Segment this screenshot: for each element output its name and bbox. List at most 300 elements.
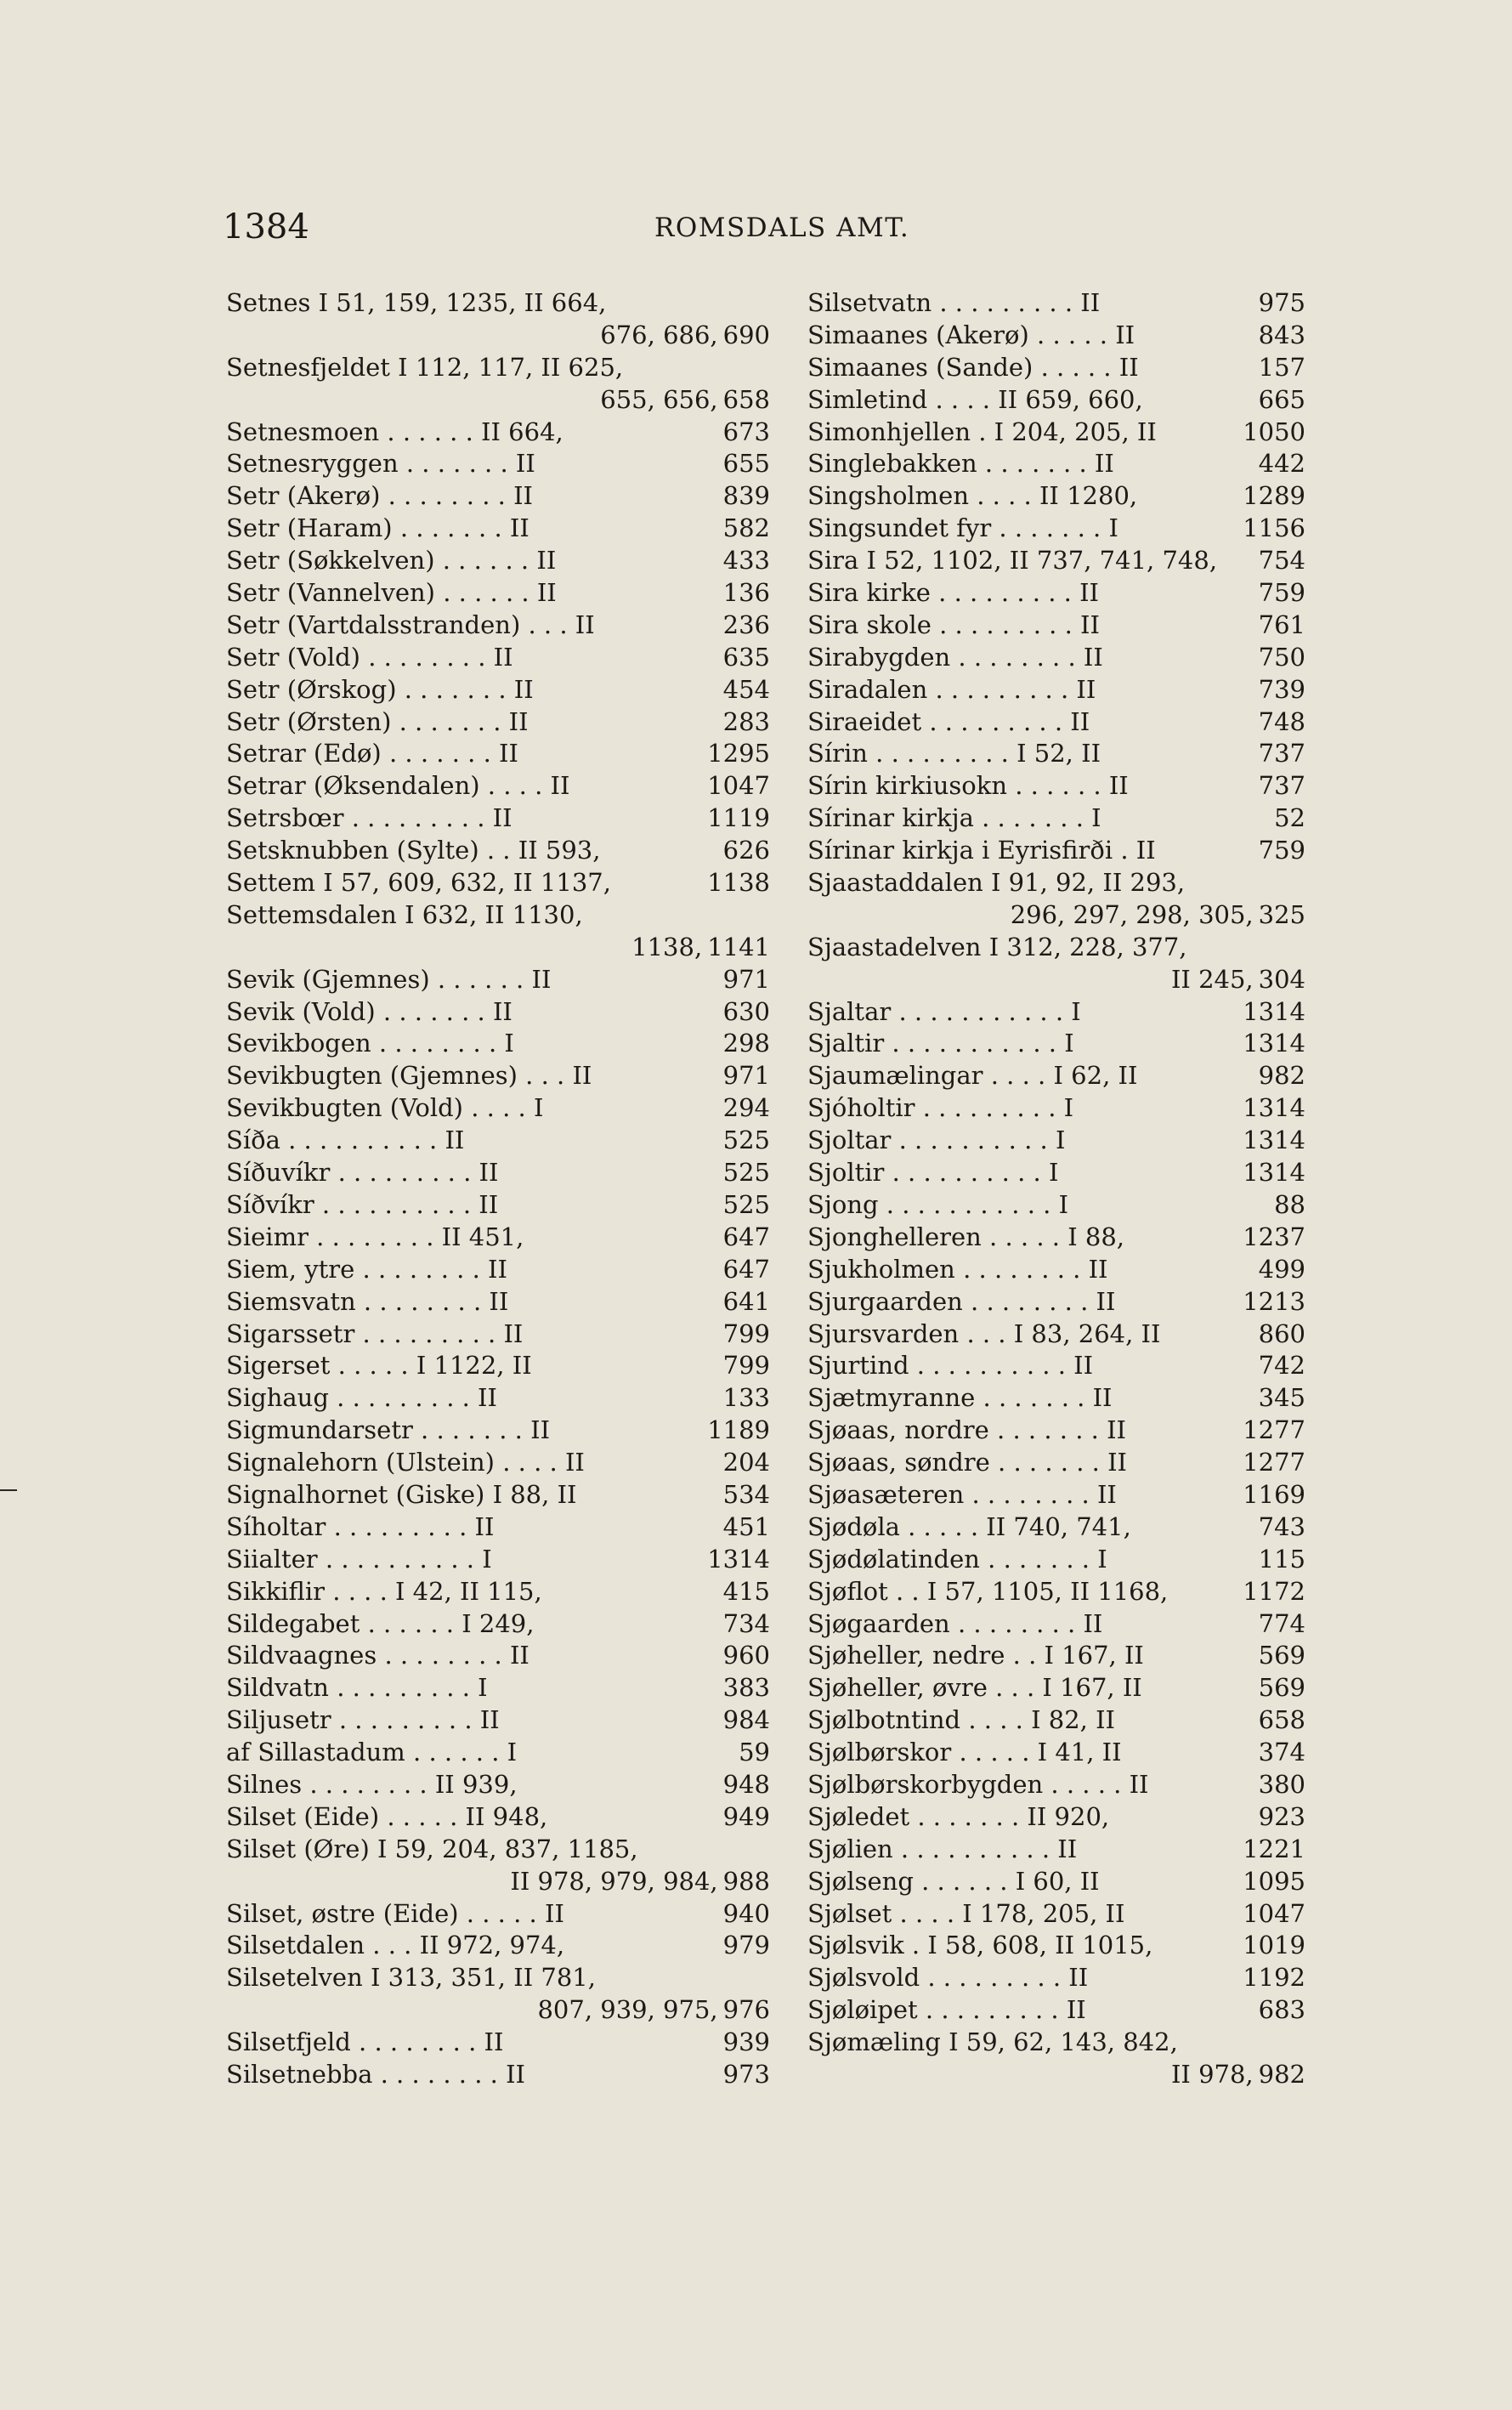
index-entry-text: Sjaastadelven I 312, 228, 377,	[807, 932, 1187, 961]
index-entry-page: 1095	[1243, 1866, 1305, 1896]
index-entry-page: 739	[1258, 674, 1305, 704]
index-entry-text: Silsetvatn . . . . . . . . . II	[807, 288, 1101, 317]
index-entry	[807, 996, 1305, 1029]
index-entry-text: Setsknubben (Sylte) . . II 593,	[226, 836, 601, 865]
index-entry-text: Setr (Søkkelven) . . . . . . II	[226, 546, 557, 576]
index-entry-page: 59	[739, 1738, 770, 1767]
index-entry	[807, 545, 1305, 577]
index-entry-page: 799	[722, 1318, 770, 1348]
index-entry-text: Sjølset . . . . I 178, 205, II	[807, 1898, 1125, 1928]
index-entry-text: Sira I 52, 1102, II 737, 741, 748,	[807, 546, 1218, 576]
index-entry-page: 374	[1258, 1738, 1305, 1767]
index-entry	[226, 1350, 770, 1382]
index-entry	[807, 1737, 1305, 1769]
index-entry	[226, 1447, 770, 1479]
index-entry-page: 673	[722, 417, 770, 446]
index-entry-text: Sjølbotntind . . . . I 82, II	[807, 1705, 1116, 1735]
index-entry-text: 807, 939, 975,	[537, 1995, 718, 2025]
index-entry	[807, 1415, 1305, 1447]
index-entry	[226, 1962, 770, 1994]
index-entry	[226, 2027, 770, 2059]
index-entry-page: 948	[722, 1769, 770, 1799]
index-entry-text: Sjonghelleren . . . . . I 88,	[807, 1222, 1125, 1251]
index-entry-text: 296, 297, 298, 305,	[1010, 899, 1254, 929]
index-entry	[807, 417, 1305, 449]
index-entry-text: Sira kirke . . . . . . . . . II	[807, 578, 1100, 608]
index-entry	[807, 1544, 1305, 1576]
index-entry-continuation	[226, 932, 770, 964]
index-entry-page: 1277	[1243, 1448, 1305, 1477]
index-entry-page: 204	[722, 1448, 770, 1477]
index-entry-text: Síðvíkr . . . . . . . . . . II	[226, 1189, 499, 1219]
index-entry-page: 759	[1258, 836, 1305, 865]
index-entry-page: 569	[1258, 1641, 1305, 1670]
index-entry	[226, 1898, 770, 1931]
index-entry-text: Siradalen . . . . . . . . . II	[807, 674, 1096, 704]
index-entry	[226, 1544, 770, 1576]
index-entry-page: 658	[1258, 1705, 1305, 1735]
index-entry-text: Silset, østre (Eide) . . . . . II	[226, 1898, 564, 1928]
index-entry-page: 979	[722, 1931, 770, 1960]
index-entry-text: Sjøgaarden . . . . . . . . II	[807, 1608, 1103, 1638]
index-entry-text: Sjóholtir . . . . . . . . . I	[807, 1093, 1074, 1123]
index-entry	[226, 1382, 770, 1415]
index-entry-text: Singlebakken . . . . . . . II	[807, 449, 1114, 479]
index-entry-page: 115	[1258, 1544, 1305, 1574]
index-entry-text: Silsetelven I 313, 351, II 781,	[226, 1963, 596, 1993]
index-entry-text: 1138,	[631, 932, 703, 961]
index-entry	[226, 706, 770, 739]
index-entry-page: 984	[722, 1705, 770, 1735]
index-entry-page: 569	[1258, 1673, 1305, 1703]
index-entry	[807, 1640, 1305, 1672]
index-entry-text: 655, 656,	[600, 384, 718, 414]
index-entry-text: II 978,	[1170, 2059, 1254, 2089]
index-entry	[807, 1994, 1305, 2027]
index-entry	[226, 417, 770, 449]
index-entry	[807, 320, 1305, 352]
index-entry	[807, 1769, 1305, 1801]
index-entry	[226, 1801, 770, 1834]
index-entry-page: 525	[722, 1158, 770, 1188]
margin-mark	[0, 1489, 17, 1491]
index-entry-page: 742	[1258, 1351, 1305, 1381]
index-entry-page: 525	[722, 1126, 770, 1155]
index-entry-page: 988	[722, 1866, 770, 1896]
index-entry-page: 1314	[707, 1544, 770, 1574]
index-entry-text: Sjøledet . . . . . . . II 920,	[807, 1801, 1110, 1831]
index-entry-page: 294	[722, 1093, 770, 1123]
index-entry	[807, 642, 1305, 674]
index-entry-page: 133	[722, 1383, 770, 1413]
index-entry-text: Sjøaas, søndre . . . . . . . II	[807, 1448, 1128, 1477]
index-entry-text: Síðuvíkr . . . . . . . . . II	[226, 1158, 499, 1188]
index-entry	[226, 770, 770, 802]
index-entry	[226, 1125, 770, 1157]
index-entry-page: 1277	[1243, 1415, 1305, 1445]
index-entry	[226, 1737, 770, 1769]
right-index-column	[807, 287, 1305, 2091]
index-entry-text: Singsholmen . . . . II 1280,	[807, 481, 1138, 511]
index-entry-page: 1189	[707, 1415, 770, 1445]
index-entry	[807, 1157, 1305, 1189]
index-entry-page: 415	[722, 1576, 770, 1606]
index-entry-page: 647	[722, 1254, 770, 1284]
index-entry-page: 1156	[1243, 513, 1305, 543]
index-entry-text: Signalehorn (Ulstein) . . . . II	[226, 1448, 585, 1477]
index-entry-text: Sighaug . . . . . . . . . II	[226, 1383, 497, 1413]
index-entry	[807, 1189, 1305, 1222]
index-entry-page: 737	[1258, 739, 1305, 768]
index-entry-text: Sildvatn . . . . . . . . . I	[226, 1673, 488, 1703]
index-entry-page: 665	[1258, 384, 1305, 414]
index-entry-text: Simletind . . . . II 659, 660,	[807, 384, 1143, 414]
index-entry-page: 534	[722, 1479, 770, 1509]
index-entry-page: 1047	[707, 771, 770, 801]
left-index-column	[226, 287, 770, 2091]
index-entry-page: 236	[722, 610, 770, 639]
index-entry-text: Sjaltir . . . . . . . . . . . I	[807, 1029, 1074, 1058]
index-entry-text: Sjaltar . . . . . . . . . . . I	[807, 996, 1081, 1026]
index-entry-text: Sigmundarsetr . . . . . . . II	[226, 1415, 551, 1445]
index-entry	[226, 1028, 770, 1060]
index-entry-page: 1221	[1243, 1834, 1305, 1863]
index-entry-page: 843	[1258, 320, 1305, 349]
index-entry	[807, 1511, 1305, 1544]
index-entry	[807, 1962, 1305, 1994]
index-entry	[226, 545, 770, 577]
index-entry-page: 647	[722, 1222, 770, 1251]
index-entry	[226, 1640, 770, 1672]
index-entry-text: Sjøflot . . I 57, 1105, II 1168,	[807, 1576, 1169, 1606]
index-entry-text: Sigerset . . . . . I 1122, II	[226, 1351, 532, 1381]
index-entry-text: Sírin . . . . . . . . . I 52, II	[807, 739, 1101, 768]
index-entry-text: Sjølien . . . . . . . . . . II	[807, 1834, 1078, 1863]
index-entry-text: Sevik (Vold) . . . . . . . II	[226, 996, 512, 1026]
index-entry-continuation	[226, 1866, 770, 1898]
index-entry-text: Sjømæling I 59, 62, 143, 842,	[807, 2027, 1178, 2057]
index-entry-text: Sjoltir . . . . . . . . . . I	[807, 1158, 1059, 1188]
index-entry-page: 1192	[1243, 1963, 1305, 1993]
index-entry-text: Sevikbogen . . . . . . . . I	[226, 1029, 514, 1058]
index-entry	[226, 577, 770, 610]
index-entry-text: Sjaumælingar . . . . I 62, II	[807, 1061, 1138, 1091]
index-entry-text: Siemsvatn . . . . . . . . II	[226, 1286, 509, 1316]
index-entry-page: 1138	[707, 868, 770, 898]
index-entry	[807, 1576, 1305, 1608]
index-entry-text: Setrar (Edø) . . . . . . . II	[226, 739, 518, 768]
index-entry-page: 960	[722, 1641, 770, 1670]
index-entry-text: Sjøheller, øvre . . . I 167, II	[807, 1673, 1142, 1703]
index-entry-text: Simaanes (Sande) . . . . . II	[807, 352, 1139, 382]
index-entry-page: 1169	[1243, 1479, 1305, 1509]
index-entry-page: 939	[722, 2027, 770, 2057]
index-entry-page: 949	[722, 1801, 770, 1831]
index-entry-page: 345	[1258, 1383, 1305, 1413]
index-entry	[807, 1672, 1305, 1704]
index-entry	[226, 352, 770, 384]
index-entry-text: Siljusetr . . . . . . . . . II	[226, 1705, 500, 1735]
index-entry-page: 52	[1274, 803, 1305, 833]
index-entry	[226, 964, 770, 996]
index-entry-page: 380	[1258, 1769, 1305, 1799]
index-entry	[807, 835, 1305, 867]
index-entry	[226, 2059, 770, 2091]
index-entry-text: Silset (Øre) I 59, 204, 837, 1185,	[226, 1834, 638, 1863]
index-entry	[807, 1222, 1305, 1254]
index-entry-page: 748	[1258, 706, 1305, 736]
index-entry-page: 971	[722, 964, 770, 994]
index-entry	[226, 642, 770, 674]
index-entry	[807, 1125, 1305, 1157]
index-entry-page: 774	[1258, 1608, 1305, 1638]
index-entry-page: 433	[722, 546, 770, 576]
index-entry-text: Sildvaagnes . . . . . . . . II	[226, 1641, 529, 1670]
index-entry-page: 641	[722, 1286, 770, 1316]
index-entry-page: 157	[1258, 352, 1305, 382]
index-entry-page: 525	[722, 1189, 770, 1219]
index-entry-continuation	[226, 384, 770, 417]
index-entry	[226, 1092, 770, 1125]
index-entry-text: Sjursvarden . . . I 83, 264, II	[807, 1318, 1161, 1348]
index-entry	[807, 1704, 1305, 1737]
index-entry	[807, 802, 1305, 835]
index-entry-text: Simonhjellen . I 204, 205, II	[807, 417, 1157, 446]
index-entry-continuation	[226, 1994, 770, 2027]
index-entry-text: Sjukholmen . . . . . . . . II	[807, 1254, 1108, 1284]
index-entry-page: 975	[1258, 288, 1305, 317]
index-entry-text: Setnesryggen . . . . . . . II	[226, 449, 535, 479]
index-entry	[807, 1254, 1305, 1286]
index-entry-text: II 978, 979, 984,	[510, 1866, 718, 1896]
index-entry	[226, 1834, 770, 1866]
index-entry-text: Setr (Ørsten) . . . . . . . II	[226, 706, 529, 736]
index-entry-text: Setr (Akerø) . . . . . . . . II	[226, 481, 534, 511]
index-entry-page: 982	[1258, 1061, 1305, 1091]
index-entry-page: 734	[722, 1608, 770, 1638]
index-entry	[807, 1060, 1305, 1092]
index-entry	[226, 899, 770, 932]
index-entry	[226, 1479, 770, 1511]
running-head: ROMSDALS AMT.	[654, 213, 910, 243]
index-entry	[807, 867, 1305, 899]
index-entry-text: Singsundet fyr . . . . . . . I	[807, 513, 1118, 543]
index-entry-text: Sjødøla . . . . . II 740, 741,	[807, 1511, 1131, 1541]
index-entry-text: Sjøaas, nordre . . . . . . . II	[807, 1415, 1126, 1445]
index-entry-page: 655	[722, 449, 770, 479]
index-entry	[226, 1576, 770, 1608]
index-entry-text: Setrsbœr . . . . . . . . . II	[226, 803, 512, 833]
index-entry-page: 940	[722, 1898, 770, 1928]
index-entry	[226, 1318, 770, 1351]
index-entry	[807, 770, 1305, 802]
index-entry	[226, 513, 770, 545]
index-entry-page: 976	[722, 1995, 770, 2025]
index-entry-text: Sjurgaarden . . . . . . . . II	[807, 1286, 1116, 1316]
index-entry	[226, 610, 770, 642]
index-entry-page: 750	[1258, 642, 1305, 672]
index-entry-continuation	[226, 320, 770, 352]
index-entry-text: af Sillastadum . . . . . . I	[226, 1738, 518, 1767]
index-entry-text: Settem I 57, 609, 632, II 1137,	[226, 868, 611, 898]
index-entry-page: 442	[1258, 449, 1305, 479]
index-entry-text: 676, 686,	[600, 320, 718, 349]
index-entry-page: 1314	[1243, 1158, 1305, 1188]
index-entry-page: 1050	[1243, 417, 1305, 446]
index-entry	[807, 287, 1305, 320]
index-entry-page: 1289	[1243, 481, 1305, 511]
index-entry-text: Silnes . . . . . . . . II 939,	[226, 1769, 518, 1799]
index-entry-text: Síholtar . . . . . . . . . II	[226, 1511, 495, 1541]
index-entry	[807, 1286, 1305, 1318]
index-entry-text: Sjaastaddalen I 91, 92, II 293,	[807, 868, 1186, 898]
index-entry-page: 982	[1258, 2059, 1305, 2089]
index-entry-continuation	[807, 899, 1305, 932]
index-entry-page: 136	[722, 578, 770, 608]
index-entry	[226, 1254, 770, 1286]
index-entry-text: Sjoltar . . . . . . . . . . I	[807, 1126, 1066, 1155]
index-entry	[807, 2027, 1305, 2059]
index-entry-page: 283	[722, 706, 770, 736]
index-entry-page: 304	[1258, 964, 1305, 994]
index-entry-text: Síða . . . . . . . . . . II	[226, 1126, 465, 1155]
index-entry-page: 1237	[1243, 1222, 1305, 1251]
index-entry-text: Setr (Vartdalsstranden) . . . II	[226, 610, 595, 639]
index-entry-text: Setnesfjeldet I 112, 117, II 625,	[226, 352, 624, 382]
index-entry	[807, 1608, 1305, 1641]
index-entry-text: Sjætmyranne . . . . . . . II	[807, 1383, 1113, 1413]
index-entry	[807, 1028, 1305, 1060]
index-entry	[226, 1930, 770, 1962]
index-entry-text: Sjødølatinden . . . . . . . I	[807, 1544, 1107, 1574]
index-entry-text: Siem, ytre . . . . . . . . II	[226, 1254, 507, 1284]
index-entry	[807, 674, 1305, 706]
index-entry	[807, 577, 1305, 610]
index-entry	[226, 1608, 770, 1641]
index-entry-page: 1314	[1243, 996, 1305, 1026]
index-entry-text: Sjølbørskorbygden . . . . . II	[807, 1769, 1149, 1799]
index-entry	[807, 1382, 1305, 1415]
index-entry-page: 582	[722, 513, 770, 543]
index-entry-page: 761	[1258, 610, 1305, 639]
index-entry-page: 1314	[1243, 1029, 1305, 1058]
index-entry-page: 1047	[1243, 1898, 1305, 1928]
index-entry-text: Sírin kirkiusokn . . . . . . II	[807, 771, 1129, 801]
index-entry-text: Sikkiflir . . . . I 42, II 115,	[226, 1576, 542, 1606]
index-entry	[226, 1060, 770, 1092]
index-entry-text: II 245,	[1170, 964, 1254, 994]
index-entry-page: 690	[722, 320, 770, 349]
index-entry-page: 298	[722, 1029, 770, 1058]
index-entry-text: Sevikbugten (Gjemnes) . . . II	[226, 1061, 592, 1091]
index-entry-page: 973	[722, 2059, 770, 2089]
index-entry-page: 1213	[1243, 1286, 1305, 1316]
index-entry	[807, 706, 1305, 739]
index-entry-text: Sjurtind . . . . . . . . . . II	[807, 1351, 1094, 1381]
index-entry	[226, 287, 770, 320]
index-entry	[226, 1511, 770, 1544]
index-entry	[226, 1769, 770, 1801]
index-entry-text: Sjølsvik . I 58, 608, II 1015,	[807, 1931, 1153, 1960]
index-entry-page: 683	[1258, 1995, 1305, 2025]
index-entry-page: 1314	[1243, 1126, 1305, 1155]
index-entry-text: Setr (Haram) . . . . . . . II	[226, 513, 529, 543]
index-entry	[226, 1415, 770, 1447]
index-entry-text: Silsetdalen . . . II 972, 974,	[226, 1931, 565, 1960]
index-entry-page: 630	[722, 996, 770, 1026]
index-entry	[807, 1898, 1305, 1931]
index-entry-text: Setr (Vold) . . . . . . . . II	[226, 642, 513, 672]
index-entry-page: 1019	[1243, 1931, 1305, 1960]
page-header	[0, 207, 1512, 258]
index-entry-text: Sjølseng . . . . . . I 60, II	[807, 1866, 1100, 1896]
index-entry-page: 383	[722, 1673, 770, 1703]
index-entry-page: 1172	[1243, 1576, 1305, 1606]
index-entry	[807, 352, 1305, 384]
index-entry-text: Sevikbugten (Vold) . . . . I	[226, 1093, 544, 1123]
index-entry-page: 737	[1258, 771, 1305, 801]
index-entry	[807, 448, 1305, 480]
index-entry-page: 754	[1258, 546, 1305, 576]
index-entry-text: Siraeidet . . . . . . . . . II	[807, 706, 1090, 736]
index-entry-page: 971	[722, 1061, 770, 1091]
index-entry	[226, 448, 770, 480]
index-entry-page: 799	[722, 1351, 770, 1381]
index-entry-text: Sieimr . . . . . . . . II 451,	[226, 1222, 524, 1251]
index-entry	[226, 1222, 770, 1254]
index-entry-page: 658	[722, 384, 770, 414]
index-entry-page: 635	[722, 642, 770, 672]
index-entry	[807, 513, 1305, 545]
index-entry	[807, 1318, 1305, 1351]
index-entry-text: Sírinar kirkja . . . . . . . I	[807, 803, 1101, 833]
index-entry	[807, 1866, 1305, 1898]
index-entry	[226, 1157, 770, 1189]
index-entry-text: Sigarssetr . . . . . . . . . II	[226, 1318, 524, 1348]
index-entry-text: Settemsdalen I 632, II 1130,	[226, 899, 583, 929]
index-entry-text: Sildegabet . . . . . . I 249,	[226, 1608, 535, 1638]
index-entry-text: Silsetnebba . . . . . . . . II	[226, 2059, 525, 2089]
index-entry	[807, 610, 1305, 642]
index-entry	[226, 738, 770, 770]
index-entry-page: 451	[722, 1511, 770, 1541]
index-entry	[226, 867, 770, 899]
index-entry-text: Siialter . . . . . . . . . . I	[226, 1544, 492, 1574]
index-entry-page: 1119	[707, 803, 770, 833]
index-entry-page: 839	[722, 481, 770, 511]
index-entry	[807, 1479, 1305, 1511]
index-entry-text: Sirabygden . . . . . . . . II	[807, 642, 1103, 672]
index-entry-text: Setnesmoen . . . . . . II 664,	[226, 417, 563, 446]
index-entry	[807, 1801, 1305, 1834]
index-entry-page: 626	[722, 836, 770, 865]
index-entry-page: 325	[1258, 899, 1305, 929]
index-entry-text: Silset (Eide) . . . . . II 948,	[226, 1801, 548, 1831]
index-entry-text: Sjøheller, nedre . . I 167, II	[807, 1641, 1144, 1670]
index-entry-text: Signalhornet (Giske) I 88, II	[226, 1479, 577, 1509]
index-entry-page: 743	[1258, 1511, 1305, 1541]
index-entry-text: Sevik (Gjemnes) . . . . . . II	[226, 964, 552, 994]
index-entry-page: 1295	[707, 739, 770, 768]
index-entry	[226, 480, 770, 513]
index-entry-text: Sira skole . . . . . . . . . II	[807, 610, 1100, 639]
index-entry-text: Sjølsvold . . . . . . . . . II	[807, 1963, 1089, 1993]
index-entry-text: Sjølbørskor . . . . . I 41, II	[807, 1738, 1122, 1767]
index-entry	[807, 738, 1305, 770]
index-entry-text: Setrar (Øksendalen) . . . . II	[226, 771, 570, 801]
index-entry	[226, 1704, 770, 1737]
index-entry	[226, 835, 770, 867]
